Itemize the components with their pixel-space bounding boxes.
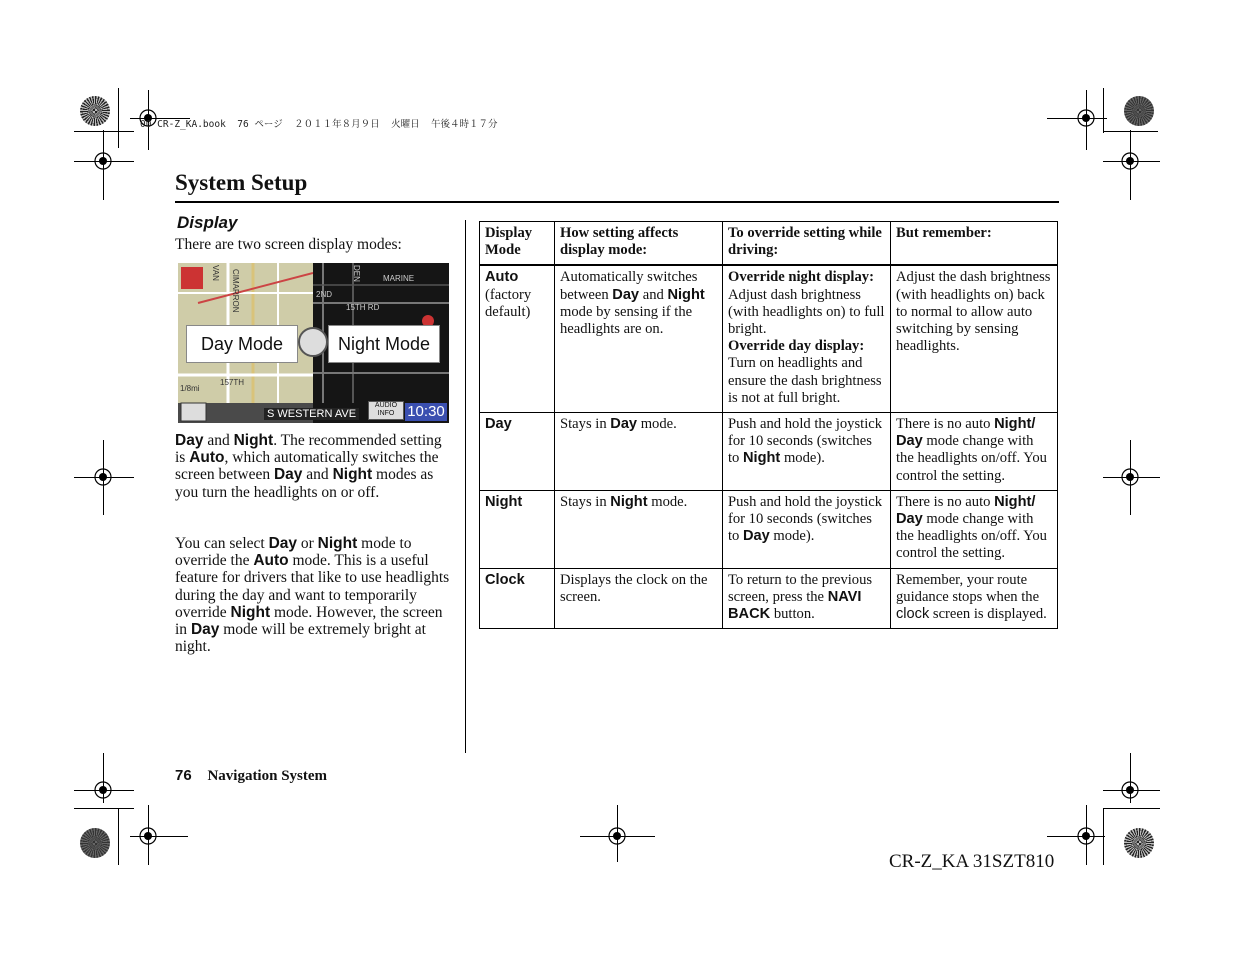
registration-mark-icon: [133, 821, 163, 851]
term-day: Day: [175, 432, 204, 449]
map-label: VAN: [211, 265, 220, 281]
text: or: [297, 535, 318, 552]
column-header: But remember:: [891, 222, 1058, 266]
map-label: 1/8mi: [180, 384, 200, 393]
night-mode-label: Night Mode: [328, 325, 440, 363]
registration-mark-icon: [88, 146, 118, 176]
column-divider: [465, 220, 466, 753]
table-row: [480, 490, 1058, 568]
print-header: 00 CR-Z_KA.book 76 ページ ２０１１年８月９日 火曜日 午後４時１７分: [140, 119, 498, 130]
table-row: [480, 568, 1058, 629]
display-mode-screenshot: [178, 263, 449, 423]
sunburst-mark-icon: [80, 96, 110, 126]
registration-mark-icon: [1071, 103, 1101, 133]
override-cell: Push and hold the joystick for 10 seconds (switches to Day mode).: [723, 490, 891, 568]
map-label: 15TH RD: [346, 303, 380, 312]
mode-cell: [480, 265, 555, 412]
document-id: CR-Z_KA 31SZT810: [889, 851, 1055, 872]
paragraph-recommended: [175, 432, 455, 501]
remember-cell: Remember, your route guidance stops when the clock screen is displayed.: [891, 568, 1058, 629]
registration-mark-icon: [1115, 146, 1145, 176]
term-day: Day: [190, 621, 220, 639]
footer-label: Navigation System: [207, 768, 328, 784]
title-rule: [175, 201, 1059, 203]
remember-cell: There is no auto Night/ Day mode change with the headlights on/off. You control the setting.: [891, 490, 1058, 568]
text: , which automatically switches the screen between: [175, 449, 439, 484]
text: . The recommended setting is: [175, 432, 442, 467]
term-night: Night: [230, 603, 271, 621]
registration-mark-icon: [88, 775, 118, 805]
registration-mark-icon: [1115, 462, 1145, 492]
map-label: MARINE: [383, 274, 415, 283]
text: modes as you turn the headlights on or off.: [175, 466, 434, 501]
how-cell: Automatically switches between Day and Night mode by sensing if the headlights are on.: [555, 265, 723, 412]
remember-cell: There is no auto Night/ Day mode change with the headlights on/off. You control the setting.: [891, 413, 1058, 491]
term-day: Day: [268, 535, 297, 552]
page-number: 76: [175, 767, 192, 784]
section-heading: Display: [177, 213, 238, 232]
mode-cell: Night: [480, 490, 555, 568]
page-footer: [175, 767, 327, 785]
override-cell: To return to the previous screen, press the NAVI BACK button.: [723, 568, 891, 629]
map-clock: 10:30: [405, 403, 447, 421]
term-night: Night: [317, 535, 358, 552]
table-row: [480, 413, 1058, 491]
column-header: Display Mode: [480, 222, 555, 266]
mode-note: (factory default): [485, 286, 532, 320]
override-cell: Override night display: Adjust dash brightness (with headlights on) to full bright. Override day display: Turn on headlights and ensure the dash brightness is not at full bright.: [723, 265, 891, 412]
text: mode. This is a useful feature for drivers that like to use headlights during the day and want to temporarily override: [175, 552, 450, 621]
text: You can select: [175, 535, 269, 552]
text: mode. However, the screen in: [175, 603, 443, 639]
override-cell: Push and hold the joystick for 10 seconds (switches to Night mode).: [723, 413, 891, 491]
section-intro: There are two screen display modes:: [175, 236, 402, 253]
how-cell: Stays in Night mode.: [555, 490, 723, 568]
registration-mark-icon: [88, 462, 118, 492]
term-auto: Auto: [189, 449, 225, 467]
how-cell: Stays in Day mode.: [555, 413, 723, 491]
registration-mark-icon: [602, 821, 632, 851]
compass-icon: [298, 327, 328, 357]
text: mode will be extremely bright at night.: [175, 621, 426, 656]
registration-mark-icon: [1115, 775, 1145, 805]
map-label: DEN: [352, 265, 361, 282]
map-label: CIMARRON: [231, 269, 240, 313]
map-label: 157TH: [220, 378, 245, 387]
mode-name: Auto: [485, 269, 519, 286]
term-auto: Auto: [253, 552, 289, 570]
remember-cell: Adjust the dash brightness (with headlights on) back to normal to allow auto switching by sensing headlights.: [891, 265, 1058, 412]
how-cell: Displays the clock on the screen.: [555, 568, 723, 629]
mode-cell: Clock: [480, 568, 555, 629]
street-name: S WESTERN AVE: [264, 408, 359, 420]
page-title: System Setup: [175, 170, 308, 195]
term-night: Night: [233, 432, 274, 449]
mode-cell: Day: [480, 413, 555, 491]
text: mode to override the: [175, 535, 412, 570]
audio-info-button: AUDIO INFO: [368, 401, 404, 420]
day-mode-label: Day Mode: [186, 325, 298, 363]
registration-mark-icon: [1071, 821, 1101, 851]
column-header: How setting affects display mode:: [555, 222, 723, 266]
term-day: Day: [273, 466, 303, 484]
display-mode-table: [479, 221, 1058, 629]
paragraph-override: [175, 535, 455, 655]
text: and: [302, 466, 333, 484]
table-row: [480, 265, 1058, 412]
sunburst-mark-icon: [1124, 96, 1154, 126]
sunburst-mark-icon: [80, 828, 110, 858]
term-night: Night: [332, 466, 373, 484]
text: and: [203, 432, 234, 449]
map-label: 2ND: [316, 290, 333, 299]
column-header: To override setting while driving:: [723, 222, 891, 266]
table-header-row: [480, 222, 1058, 266]
sunburst-mark-icon: [1124, 828, 1154, 858]
